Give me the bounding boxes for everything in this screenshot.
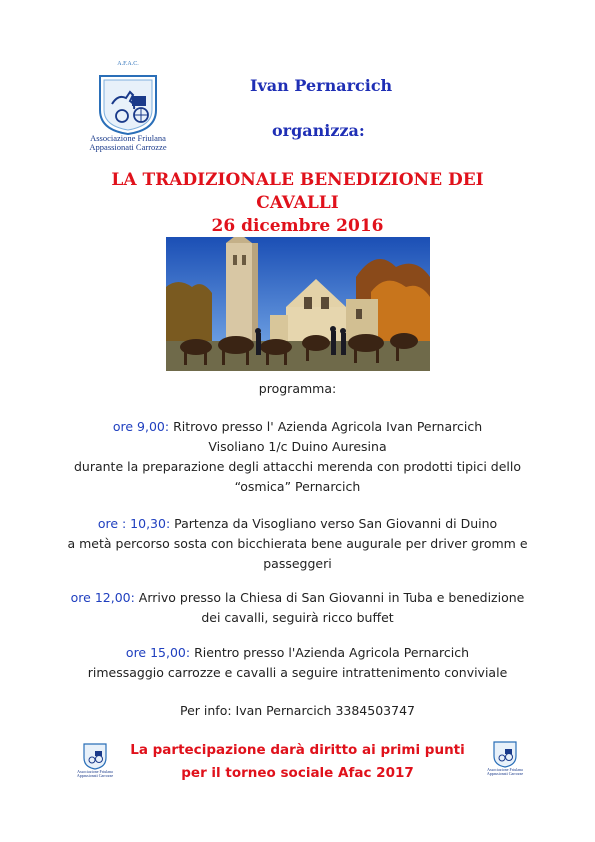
small-logo-caption: Associazione Friulana: [77, 769, 113, 774]
small-logo-caption: Appassionati Carrozze: [76, 773, 114, 778]
logo-abbr: A.F.A.C.: [117, 61, 139, 67]
program-item-1-line4: “osmica” Pernarcich: [234, 479, 361, 494]
program-item-3-line1: ore 12,00: Arrivo presso la Chiesa di San Giovanni in Tuba e benedizione: [70, 590, 525, 605]
program-time: ore 9,00:: [112, 419, 170, 434]
organizza-label: organizza:: [272, 121, 365, 140]
afac-logo: [78, 61, 178, 156]
program-time: ore 12,00:: [70, 590, 135, 605]
event-date: 26 dicembre 2016: [211, 216, 384, 236]
logo-caption-line1: Associazione Friulana: [90, 133, 166, 143]
small-logo-caption: Associazione Friulana: [487, 767, 523, 772]
program-item-1-line3: durante la preparazione degli attacchi merenda con prodotti tipici dello: [73, 459, 522, 474]
program-heading: programma:: [258, 381, 337, 396]
event-title-line1: LA TRADIZIONALE BENEDIZIONE DEI: [111, 170, 484, 190]
program-item-2-line3: passeggeri: [263, 556, 332, 571]
small-logo-caption: Appassionati Carrozze: [486, 771, 524, 776]
program-item-3-line2: dei cavalli, seguirà ricco buffet: [201, 610, 394, 625]
program-item-2-line1: ore : 10,30: Partenza da Visogliano verso San Giovanni di Duino: [97, 516, 498, 531]
program-item-4-line2: rimessaggio carrozze e cavalli a seguire intrattenimento conviviale: [87, 665, 508, 680]
footer-note-line2: per il torneo sociale Afac 2017: [181, 765, 414, 781]
carriage-emblem-icon: [78, 70, 178, 136]
event-title-line2: CAVALLI: [256, 193, 339, 213]
organizer-name: Ivan Pernarcich: [250, 76, 393, 95]
program-item-2-line2: a metà percorso sosta con bicchierata bene augurale per driver gromm e: [67, 536, 528, 551]
church-photo: [166, 237, 430, 371]
logo-caption-line2: Appassionati Carrozze: [89, 142, 167, 152]
program-time: ore 15,00:: [125, 645, 191, 660]
program-item-1-line1: ore 9,00: Ritrovo presso l' Azienda Agricola Ivan Pernarcich: [112, 419, 483, 434]
footer-note-line1: La partecipazione darà diritto ai primi punti: [130, 742, 465, 758]
program-item-4-line1: ore 15,00: Rientro presso l'Azienda Agricola Pernarcich: [125, 645, 470, 660]
program-item-1-line2: Visoliano 1/c Duino Auresina: [208, 439, 387, 454]
info-contact: Per info: Ivan Pernarcich 3384503747: [180, 703, 415, 718]
program-time: ore : 10,30:: [97, 516, 171, 531]
